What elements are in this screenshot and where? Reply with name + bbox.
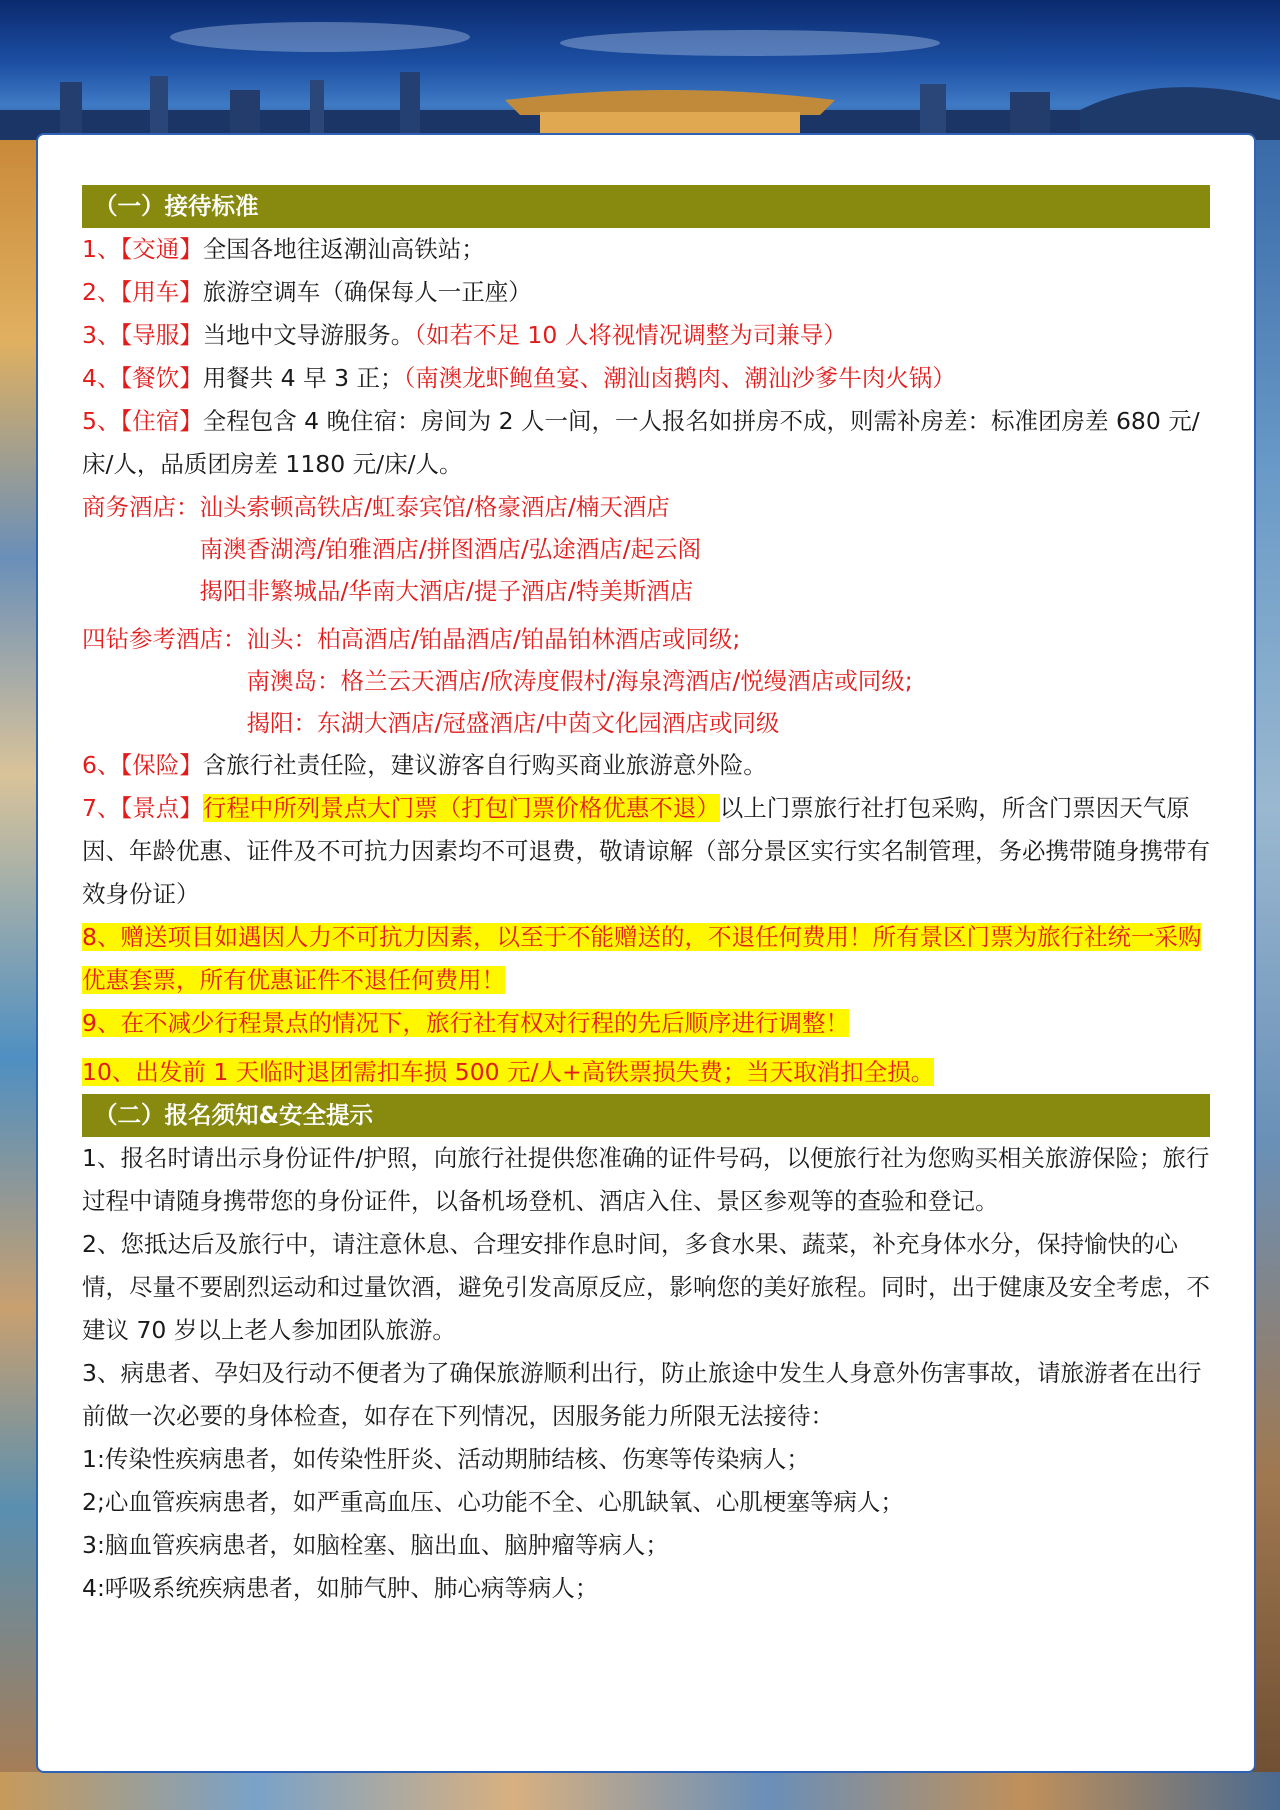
notice-text: 8、赠送项目如遇因人力不可抗力因素，以至于不能赠送的，不退任何费用！所有景区门票为旅行社统一采购优惠套票，所有优惠证件不退任何费用！ (82, 923, 1202, 994)
scenic-highlight: 行程中所列景点大门票（打包门票价格优惠不退） (202, 794, 720, 822)
item-label: 2、【用车】 (82, 278, 203, 306)
item-transport (82, 228, 1210, 271)
item-label: 4、【餐饮】 (82, 364, 203, 392)
content-card (36, 133, 1256, 1773)
four-diamond-hotels (82, 618, 1210, 744)
background-bottom-strip (0, 1772, 1280, 1810)
paragraph: 2、您抵达后及旅行中，请注意休息、合理安排作息时间，多食水果、蔬菜，补充身体水分，保持愉快的心情，尽量不要剧烈运动和过量饮酒，避免引发高原反应，影响您的美好旅程。同时，出于健康及安全考虑，不建议 70 岁以上老人参加团队旅游。 (82, 1230, 1210, 1344)
paragraph: 4:呼吸系统疾病患者，如肺气肿、肺心病等病人； (82, 1574, 599, 1602)
hotel-line: 汕头索顿高铁店/虹泰宾馆/格豪酒店/楠天酒店 (199, 493, 670, 521)
item-text: 以上门票旅行社打包采购，所含门票因天气原因、年龄优惠、证件及不可抗力因素均不可退费，敬请谅解（部分景区实行实名制管理，务必携带随身携带有效身份证） (82, 794, 1210, 908)
item-text: 全程包含 4 晚住宿：房间为 2 人一间，一人报名如拼房不成，则需补房差：标准团房差 680 元/床/人，品质团房差 1180 元/床/人。 (82, 407, 1200, 478)
item-label: 5、【住宿】 (82, 407, 203, 435)
item-text: 当地中文导游服务。 (202, 321, 415, 349)
paragraph: 3:脑血管疾病患者，如脑栓塞、脑出血、脑肿瘤等病人； (82, 1531, 669, 1559)
business-hotels-label: 商务酒店： (82, 493, 200, 521)
notice-text: 9、在不减少行程景点的情况下，旅行社有权对行程的先后顺序进行调整！ (82, 1009, 849, 1037)
notice-text: 10、出发前 1 天临时退团需扣车损 500 元/人+高铁票损失费；当天取消扣全损。 (82, 1058, 935, 1086)
item-note: （南澳龙虾鲍鱼宴、潮汕卤鹅肉、潮汕沙爹牛肉火锅） (403, 364, 956, 392)
item-text: 旅游空调车（确保每人一正座） (202, 278, 532, 306)
four-diamond-hotels-label: 四钻参考酒店： (82, 625, 247, 653)
paragraph: 2;心血管疾病患者，如严重高血压、心功能不全、心肌缺氧、心肌梗塞等病人； (82, 1488, 904, 1516)
paragraph: 1:传染性疾病患者，如传染性肝炎、活动期肺结核、伤寒等传染病人； (82, 1445, 810, 1473)
hotel-line: 揭阳非繁城品/华南大酒店/提子酒店/特美斯酒店 (199, 577, 694, 605)
paragraph: 1、报名时请出示身份证件/护照，向旅行社提供您准确的证件号码，以便旅行社为您购买相关旅游保险；旅行过程中请随身携带您的身份证件，以备机场登机、酒店入住、景区参观等的查验和登记。 (82, 1144, 1210, 1215)
item-vehicle (82, 271, 1210, 314)
business-hotels (82, 486, 1210, 612)
item-insurance (82, 744, 1210, 787)
section-title-reception: （一）接待标准 (82, 185, 1210, 228)
background-cloud (560, 30, 940, 56)
notice-cancel (82, 1051, 1210, 1094)
item-label: 3、【导服】 (82, 321, 203, 349)
notice-order (82, 1002, 1210, 1045)
paragraph: 3、病患者、孕妇及行动不便者为了确保旅游顺利出行，防止旅途中发生人身意外伤害事故，请旅游者在出行前做一次必要的身体检查，如存在下列情况，因服务能力所限无法接待： (82, 1359, 1202, 1430)
hotel-line: 南澳岛：格兰云天酒店/欣涛度假村/海泉湾酒店/悦缦酒店或同级; (246, 667, 913, 695)
item-text: 全国各地往返潮汕高铁站； (202, 235, 485, 263)
item-label: 6、【保险】 (82, 751, 203, 779)
item-label: 1、【交通】 (82, 235, 203, 263)
item-accommodation (82, 400, 1210, 486)
hotel-line: 汕头：柏高酒店/铂晶酒店/铂晶铂林酒店或同级; (246, 625, 741, 653)
hotel-line: 揭阳：东湖大酒店/冠盛酒店/中茵文化园酒店或同级 (246, 709, 780, 737)
item-label: 7、【景点】 (82, 794, 203, 822)
hotel-line: 南澳香湖湾/铂雅酒店/拼图酒店/弘途酒店/起云阁 (199, 535, 702, 563)
background-cloud (170, 22, 470, 52)
item-guide (82, 314, 1210, 357)
item-text: 用餐共 4 早 3 正； (202, 364, 404, 392)
section-title-registration: （二）报名须知&安全提示 (82, 1094, 1210, 1137)
content-body (82, 185, 1210, 1610)
item-scenic (82, 787, 1210, 916)
item-meals (82, 357, 1210, 400)
background-skyline (0, 70, 1280, 140)
four-diamond-hotels-list (247, 618, 913, 744)
item-note: （如若不足 10 人将视情况调整为司兼导） (414, 321, 847, 349)
notice-gift (82, 916, 1210, 1002)
business-hotels-list (200, 486, 702, 612)
item-text: 含旅行社责任险，建议游客自行购买商业旅游意外险。 (202, 751, 767, 779)
background-left-strip (0, 140, 40, 1810)
